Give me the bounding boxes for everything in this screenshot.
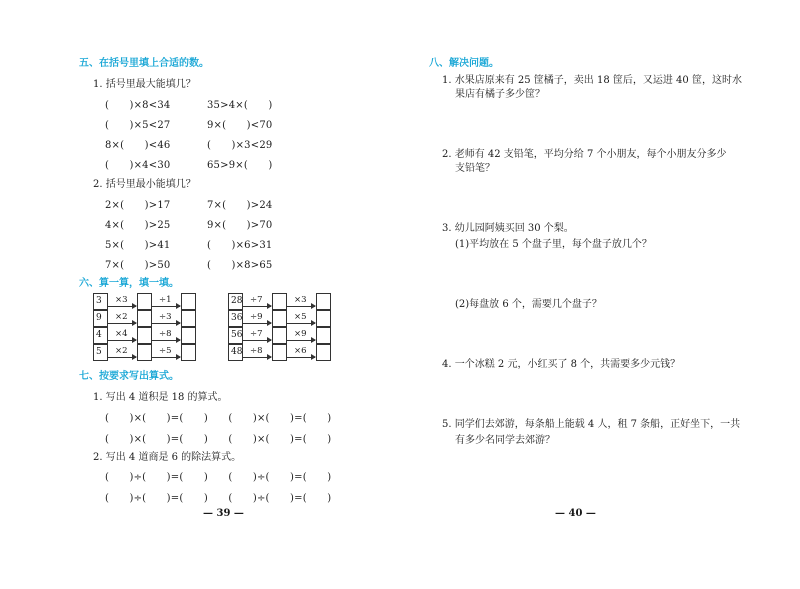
chain-a-blank-end[interactable] [181,310,196,327]
q1-row-1-right: 35>4×( ) [207,100,273,111]
chain-b-op2-3: ×9 [294,329,307,339]
problem-1-line-1: 1. 水果店原来有 25 筐橘子，卖出 18 筐后，又运进 40 筐，这时水 [442,75,742,86]
problem-5-line-1: 5. 同学们去郊游，每条船上能载 4 人，租 7 条船，正好坐下，一共 [442,419,741,430]
chain-b-start-2: 36 [228,310,243,327]
chain-a-arrow [152,306,180,307]
chain-a-op2-2: ÷3 [159,312,172,322]
q1-row-1-left: ( )×8<34 [105,100,171,111]
q2-row-1-left: 2×( )>17 [105,200,171,211]
chain-b-start-4: 48 [228,344,243,361]
problem-2-line-1: 2. 老师有 42 支铅笔，平均分给 7 个小朋友，每个小朋友分多少 [442,149,727,160]
problem-3-part-1: (1)平均放在 5 个盘子里，每个盘子放几个？ [455,239,652,250]
q1-row-2-right: 9×( )<70 [207,120,273,131]
q2-row-2-right: 9×( )>70 [207,220,273,231]
q1-row-3-left: 8×( )<46 [105,140,171,151]
chain-b-start-3: 56 [228,327,243,344]
problem-5-line-2: 有多少名同学去郊游？ [455,435,555,446]
chain-a-blank-mid[interactable] [137,327,152,344]
problem-3-part-2: (2)每盘放 6 个，需要几个盘子？ [455,299,602,310]
chain-b-arrow [243,357,271,358]
chain-b-op2-4: ×6 [294,346,307,356]
chain-a-start-4: 5 [93,344,108,361]
problem-4: 4. 一个冰糕 2 元，小红买了 8 个，共需要多少元钱？ [442,359,681,370]
chain-b-blank-end[interactable] [316,327,331,344]
chain-a-blank-mid[interactable] [137,310,152,327]
q1-row-2-left: ( )×5<27 [105,120,171,131]
chain-b-arrow [287,357,315,358]
problem-2-line-2: 支铅笔？ [455,163,495,174]
chain-a-arrow [108,340,136,341]
chain-b-op1-1: ÷7 [250,295,263,305]
chain-b-op1-3: ÷7 [250,329,263,339]
chain-a-start-3: 4 [93,327,108,344]
chain-b-blank-mid[interactable] [272,310,287,327]
chain-a-blank-mid[interactable] [137,344,152,361]
chain-b-arrow [243,323,271,324]
division-formula-line-1: ( )÷( )=( ) ( )÷( )=( ) [105,472,332,483]
chain-b-arrow [287,306,315,307]
section-5-question-1: 1. 括号里最大能填几？ [93,79,196,90]
problem-3-line-1: 3. 幼儿园阿姨买回 30 个梨。 [442,223,574,234]
chain-b-blank-end[interactable] [316,310,331,327]
q1-row-4-left: ( )×4<30 [105,160,171,171]
q2-row-3-left: 5×( )>41 [105,240,171,251]
chain-b-blank-mid[interactable] [272,344,287,361]
q1-row-4-right: 65>9×( ) [207,160,273,171]
chain-b-op1-4: ÷8 [250,346,263,356]
chain-a-op1-3: ×4 [115,329,128,339]
chain-b-arrow [287,323,315,324]
chain-b-op2-2: ×5 [294,312,307,322]
q2-row-4-left: 7×( )>50 [105,260,171,271]
calc-chain-a [93,293,203,361]
chain-a-op1-4: ×2 [115,346,128,356]
chain-b-blank-end[interactable] [316,344,331,361]
product-formula-line-1: ( )×( )=( ) ( )×( )=( ) [105,413,332,424]
chain-b-blank-end[interactable] [316,293,331,310]
chain-b-blank-mid[interactable] [272,293,287,310]
chain-a-arrow [152,323,180,324]
q2-row-3-right: ( )×6>31 [207,240,273,251]
chain-b-op1-2: ÷9 [250,312,263,322]
chain-b-arrow [243,306,271,307]
section-8-title: 八、解决问题。 [429,58,499,69]
chain-b-blank-mid[interactable] [272,327,287,344]
chain-a-blank-end[interactable] [181,344,196,361]
q2-row-1-right: 7×( )>24 [207,200,273,211]
division-formula-line-2: ( )÷( )=( ) ( )÷( )=( ) [105,493,332,504]
chain-b-op2-1: ×3 [294,295,307,305]
chain-a-op2-3: ÷8 [159,329,172,339]
page-number-right: — 40 — [555,508,596,519]
section-6-title: 六、算一算，填一填。 [79,278,179,289]
section-7-question-1: 1. 写出 4 道积是 18 的算式。 [93,392,228,403]
chain-a-arrow [108,323,136,324]
calc-chain-b [228,293,338,361]
chain-b-arrow [243,340,271,341]
section-5-question-2: 2. 括号里最小能填几？ [93,179,196,190]
problem-1-line-2: 果店有橘子多少筐？ [455,89,545,100]
product-formula-line-2: ( )×( )=( ) ( )×( )=( ) [105,434,332,445]
chain-a-blank-end[interactable] [181,327,196,344]
page-number-left: — 39 — [203,508,244,519]
chain-a-op1-2: ×2 [115,312,128,322]
chain-a-arrow [108,306,136,307]
section-7-title: 七、按要求写出算式。 [79,371,179,382]
chain-a-op1-1: ×3 [115,295,128,305]
q1-row-3-right: ( )×3<29 [207,140,273,151]
chain-a-start-2: 9 [93,310,108,327]
chain-a-arrow [152,340,180,341]
chain-a-arrow [108,357,136,358]
chain-a-op2-4: ÷5 [159,346,172,356]
section-7-question-2: 2. 写出 4 道商是 6 的除法算式。 [93,452,242,463]
chain-b-start-1: 28 [228,293,243,310]
chain-a-op2-1: ÷1 [159,295,172,305]
q2-row-2-left: 4×( )>25 [105,220,171,231]
chain-a-start-1: 3 [93,293,108,310]
q2-row-4-right: ( )×8>65 [207,260,273,271]
chain-a-arrow [152,357,180,358]
chain-a-blank-mid[interactable] [137,293,152,310]
chain-b-arrow [287,340,315,341]
chain-a-blank-end[interactable] [181,293,196,310]
section-5-title: 五、在括号里填上合适的数。 [79,58,209,69]
